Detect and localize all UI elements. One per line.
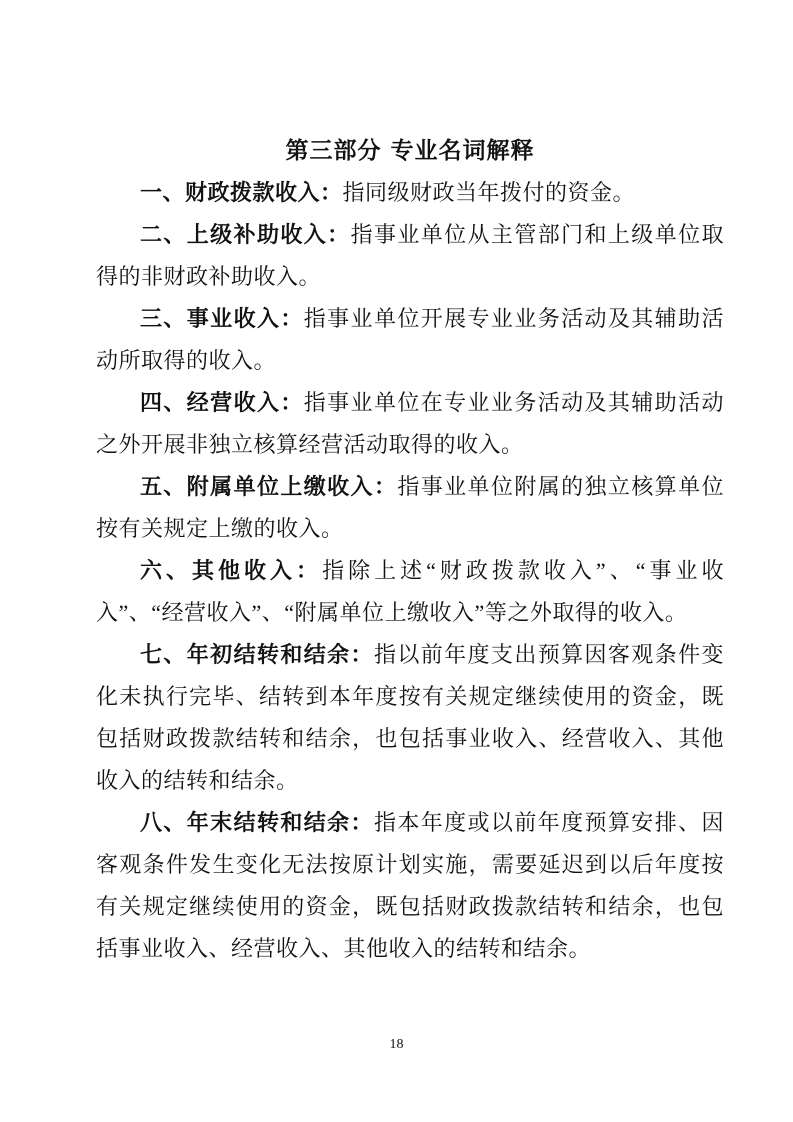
document-body bbox=[96, 130, 724, 970]
definition-paragraph bbox=[96, 634, 724, 802]
definition-paragraph bbox=[96, 214, 724, 298]
definition-text: 指事业单位开展专业业务活动及其辅助活动所取得的收入。 bbox=[96, 306, 724, 373]
definition-text: 指除上述“财政拨款收入”、“事业收入”、“经营收入”、“附属单位上缴收入”等之外取得的收入。 bbox=[96, 558, 724, 625]
definition-text: 指本年度或以前年度预算安排、因客观条件发生变化无法按原计划实施，需要延迟到以后年度按有关规定继续使用的资金，既包括财政拨款结转和结余，也包括事业收入、经营收入、其他收入的结转和结余。 bbox=[96, 810, 724, 961]
definition-term: 五、附属单位上缴收入： bbox=[140, 474, 398, 499]
definition-term: 一、财政拨款收入： bbox=[140, 180, 343, 205]
page-title: 第三部分 专业名词解释 bbox=[285, 138, 535, 164]
definition-term: 八、年末结转和结余： bbox=[140, 810, 374, 835]
definition-term: 三、事业收入： bbox=[140, 306, 304, 331]
definition-paragraph bbox=[96, 466, 724, 550]
definition-term: 六、其他收入： bbox=[140, 558, 323, 583]
definition-term: 二、上级补助收入： bbox=[140, 222, 351, 247]
definition-paragraph bbox=[96, 802, 724, 970]
definition-paragraph bbox=[96, 550, 724, 634]
definition-paragraph bbox=[96, 382, 724, 466]
definition-text: 指事业单位附属的独立核算单位按有关规定上缴的收入。 bbox=[96, 474, 724, 541]
definition-text: 指以前年度支出预算因客观条件变化未执行完毕、结转到本年度按有关规定继续使用的资金，既包括财政拨款结转和结余，也包括事业收入、经营收入、其他收入的结转和结余。 bbox=[96, 642, 724, 793]
definition-paragraph bbox=[96, 298, 724, 382]
definition-text: 指事业单位在专业业务活动及其辅助活动之外开展非独立核算经营活动取得的收入。 bbox=[96, 390, 724, 457]
page-number: 18 bbox=[389, 1037, 404, 1052]
definition-text: 指同级财政当年拨付的资金。 bbox=[342, 180, 636, 205]
definition-term: 四、经营收入： bbox=[140, 390, 304, 415]
definition-text: 指事业单位从主管部门和上级单位取得的非财政补助收入。 bbox=[96, 222, 724, 289]
definition-paragraph bbox=[96, 172, 724, 214]
definition-term: 七、年初结转和结余： bbox=[140, 642, 374, 667]
